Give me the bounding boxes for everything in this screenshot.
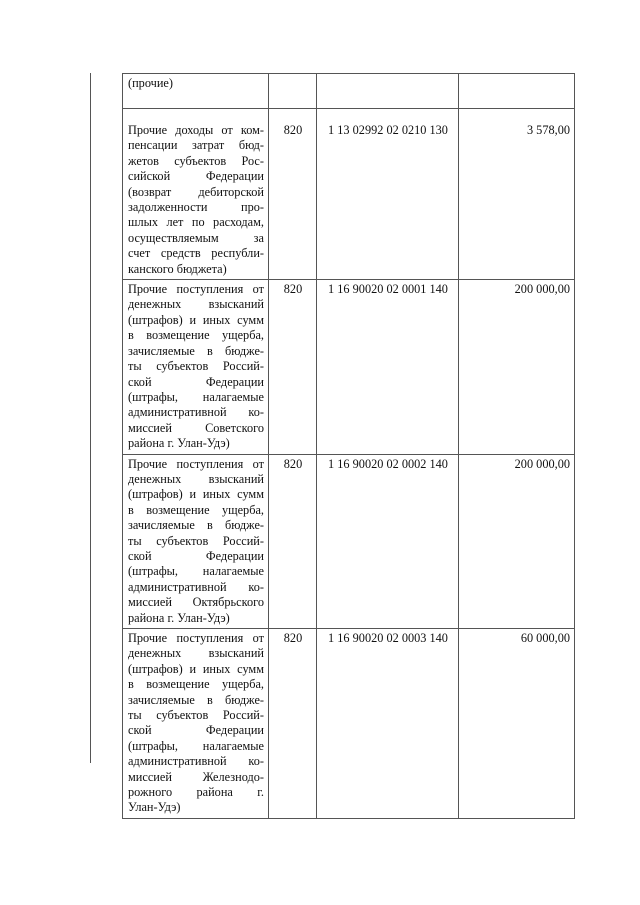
- name-line: ской Федерации: [128, 723, 264, 738]
- table-row: [123, 454, 575, 628]
- table-row: [123, 280, 575, 454]
- admin-code-cell: 820: [269, 280, 317, 454]
- name-line: Прочие поступления от: [128, 456, 264, 471]
- name-line: ской Федерации: [128, 374, 264, 389]
- name-line: Прочие поступления от: [128, 631, 264, 645]
- revenue-name-cell: [123, 454, 269, 628]
- name-line: в возмещение ущерба,: [128, 502, 264, 517]
- admin-code-cell: 820: [269, 109, 317, 280]
- name-line: денежных взысканий: [128, 297, 264, 312]
- revenue-table: [122, 73, 575, 819]
- name-line: денежных взысканий: [128, 471, 264, 486]
- name-line: (штрафов) и иных сумм: [128, 312, 264, 327]
- name-line: сийской Федерации: [128, 169, 264, 184]
- admin-code-cell: 820: [269, 629, 317, 819]
- name-line: жетов субъектов Рос-: [128, 153, 264, 168]
- name-line: пенсации затрат бюд-: [128, 138, 264, 153]
- name-line: района г. Улан-Удэ): [128, 436, 230, 451]
- name-line: денежных взысканий: [128, 646, 264, 661]
- amount-cell: [459, 74, 575, 109]
- name-line: ты субъектов Россий-: [128, 359, 264, 374]
- margin-rule: [90, 73, 91, 763]
- budget-code-cell: 1 16 90020 02 0003 140: [317, 629, 459, 819]
- name-line: миссией Железнодо-: [128, 769, 264, 784]
- name-line: канского бюджета): [128, 261, 227, 276]
- name-line: (штрафы, налагаемые: [128, 389, 264, 404]
- name-line: ты субъектов Россий-: [128, 708, 264, 723]
- name-line: шлых лет по расходам,: [128, 215, 264, 230]
- amount-cell: 200 000,00: [459, 454, 575, 628]
- amount-cell: 200 000,00: [459, 280, 575, 454]
- name-line: Улан-Удэ): [128, 800, 181, 815]
- name-line: миссией Октябрьского: [128, 595, 264, 610]
- name-line: осуществляемым за: [128, 230, 264, 245]
- name-line: административной ко-: [128, 579, 264, 594]
- table-row: [123, 109, 575, 280]
- name-line: в возмещение ущерба,: [128, 677, 264, 692]
- name-line: рожного района г.: [128, 785, 264, 800]
- name-line: (штрафов) и иных сумм: [128, 661, 264, 676]
- name-line: Прочие доходы от ком-: [128, 123, 264, 137]
- name-line: ты субъектов Россий-: [128, 533, 264, 548]
- name-line: (возврат дебиторской: [128, 184, 264, 199]
- name-line: (прочие): [128, 76, 173, 90]
- revenue-name-cell: [123, 74, 269, 109]
- name-line: (штрафы, налагаемые: [128, 738, 264, 753]
- budget-code-cell: 1 13 02992 02 0210 130: [317, 109, 459, 280]
- name-line: в возмещение ущерба,: [128, 328, 264, 343]
- budget-code-cell: 1 16 90020 02 0001 140: [317, 280, 459, 454]
- revenue-name-cell: [123, 629, 269, 819]
- name-line: счет средств республи-: [128, 246, 264, 261]
- amount-cell: 3 578,00: [459, 109, 575, 280]
- revenue-name-cell: [123, 109, 269, 280]
- amount-cell: 60 000,00: [459, 629, 575, 819]
- name-line: административной ко-: [128, 754, 264, 769]
- admin-code-cell: 820: [269, 454, 317, 628]
- name-line: Прочие поступления от: [128, 282, 264, 297]
- table-row: [123, 74, 575, 109]
- revenue-name-cell: [123, 280, 269, 454]
- admin-code-cell: [269, 74, 317, 109]
- name-line: ской Федерации: [128, 548, 264, 563]
- name-line: зачисляемые в бюдже-: [128, 343, 264, 358]
- name-line: (штрафы, налагаемые: [128, 564, 264, 579]
- name-line: района г. Улан-Удэ): [128, 610, 230, 625]
- table-row: [123, 629, 575, 819]
- budget-code-cell: [317, 74, 459, 109]
- name-line: зачисляемые в бюдже-: [128, 518, 264, 533]
- name-line: задолженности про-: [128, 200, 264, 215]
- budget-code-cell: 1 16 90020 02 0002 140: [317, 454, 459, 628]
- name-line: (штрафов) и иных сумм: [128, 487, 264, 502]
- name-line: административной ко-: [128, 405, 264, 420]
- name-line: зачисляемые в бюдже-: [128, 692, 264, 707]
- name-line: миссией Советского: [128, 420, 264, 435]
